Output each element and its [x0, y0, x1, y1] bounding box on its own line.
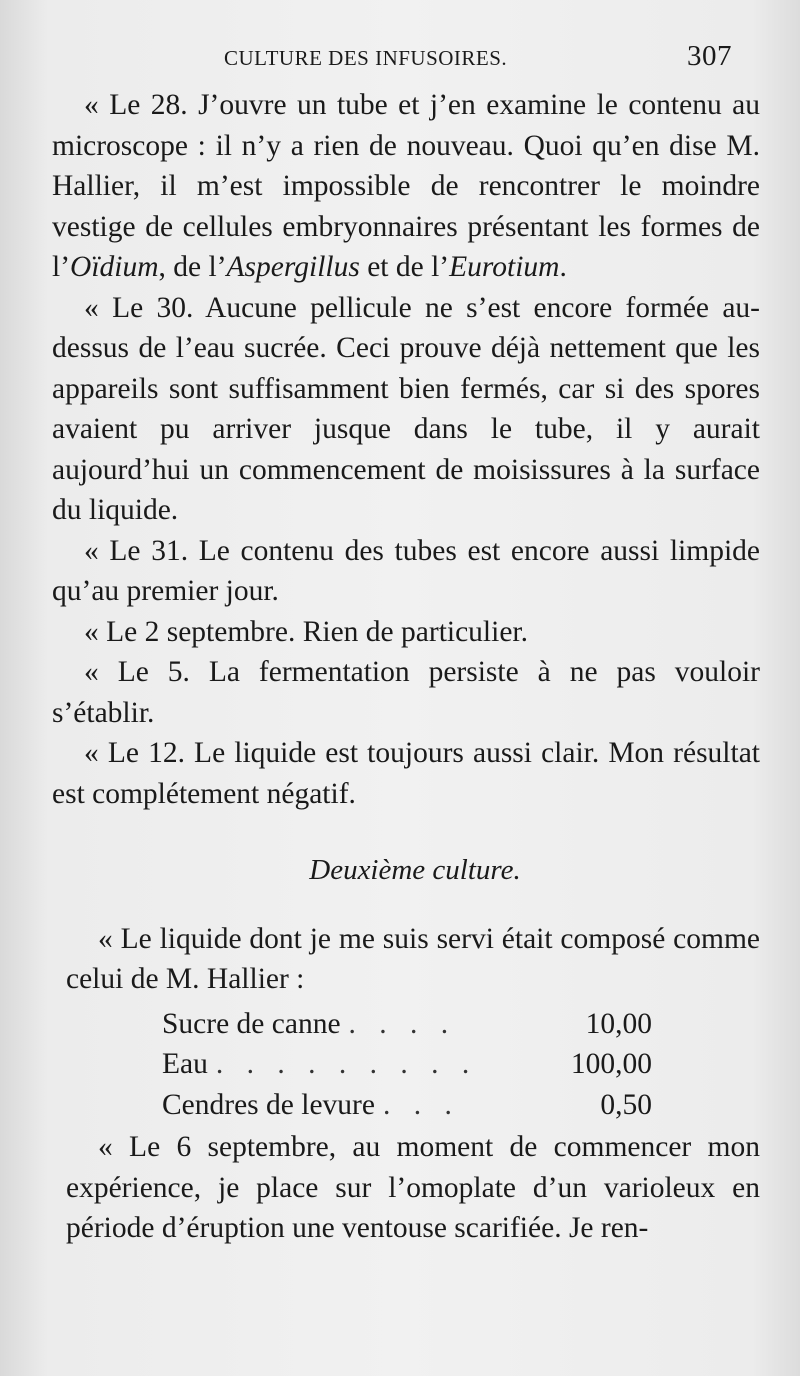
paragraph-le-28: « Le 28. J’ouvre un tube et j’en examine le contenu au microscope : il n’y a rien de nouveau. Quoi qu’en dise M. Hallier, il m’est impossible de rencontrer le moindre vestige de cellules embryonnaires présentant les formes de l’Oïdium, de l’Aspergillus et de l’Eurotium.	[52, 89, 760, 283]
ingredient-value: 100,00	[570, 1048, 652, 1080]
paragraph-le-30: « Le 30. Aucune pellicule ne s’est encore formée au-dessus de l’eau sucrée. Ceci prouve déjà nettement que les appareils sont suffisamment bien fermés, car si des spores avaient pu arriver jusque dans le tube, il y aurait aujourd’hui un commencement de moisissures à la surface du liquide.	[52, 291, 760, 526]
italic-aspergillus: Aspergillus	[226, 251, 360, 283]
leader-dots: . . .	[382, 1088, 460, 1121]
paragraph-le-2-septembre: « Le 2 septembre. Rien de particulier.	[84, 615, 528, 648]
leader-dots: . . . . . . . . .	[215, 1048, 478, 1080]
page-number: 307	[687, 40, 732, 72]
ingredient-name: Cendres de levure	[162, 1088, 375, 1121]
ingredient-value: 0,50	[600, 1088, 652, 1121]
section-gap	[52, 814, 760, 850]
recipe-row	[162, 1004, 652, 1045]
ingredient-name: Sucre de canne	[162, 1007, 341, 1040]
section-heading: Deuxième culture.	[309, 854, 521, 886]
section-gap	[52, 891, 760, 919]
italic-oidium: Oïdium	[70, 251, 159, 283]
running-title: CULTURE DES INFUSOIRES.	[224, 46, 508, 70]
ingredient-value: 10,00	[585, 1007, 652, 1040]
recipe-table	[52, 1004, 652, 1126]
running-head	[220, 40, 740, 80]
italic-eurotium: Eurotium	[449, 251, 560, 283]
ingredient-name: Eau	[162, 1048, 208, 1080]
paragraph-le-12: « Le 12. Le liquide est toujours aussi clair. Mon résultat est complétement négatif.	[52, 737, 760, 810]
paragraph-le-5: « Le 5. La fermentation persiste à ne pas vouloir s’établir.	[52, 656, 760, 729]
paragraph-intro: « Le liquide dont je me suis servi était composé comme celui de M. Hallier :	[66, 922, 760, 995]
paragraph-le-31: « Le 31. Le contenu des tubes est encore aussi limpide qu’au premier jour.	[52, 534, 760, 607]
paragraph-le-6-septembre: « Le 6 septembre, au moment de commencer mon expérience, je place sur l’omoplate d’un varioleux en période d’éruption une ventouse scarifiée. Je ren-	[66, 1131, 760, 1244]
recipe-row	[162, 1044, 652, 1085]
leader-dots: . . . .	[348, 1007, 457, 1040]
recipe-row	[162, 1085, 652, 1126]
body-text	[52, 85, 760, 1249]
